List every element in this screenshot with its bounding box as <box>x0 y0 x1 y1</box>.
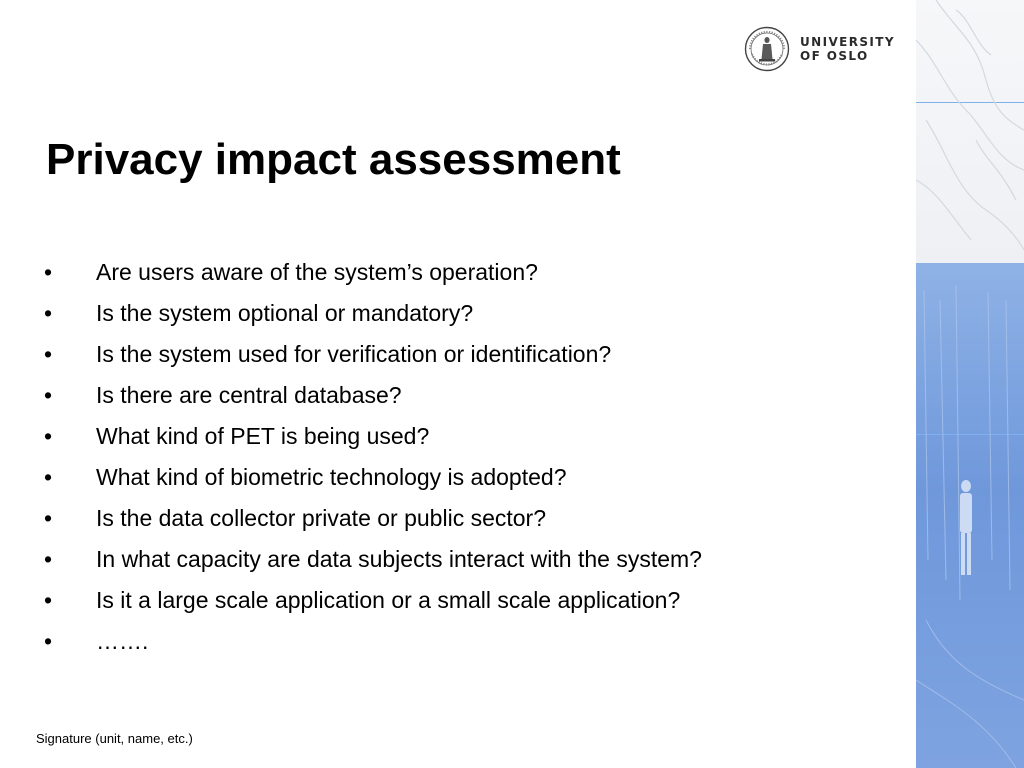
bullet-text: Is there are central database? <box>96 382 402 408</box>
bullet-symbol: • <box>44 546 53 572</box>
bullet-symbol: • <box>44 300 53 326</box>
slide-title: Privacy impact assessment <box>46 135 621 184</box>
decorative-sculpture-art <box>916 0 1024 768</box>
footer-signature: Signature (unit, name, etc.) <box>36 731 193 746</box>
bullet-text: Is the system optional or mandatory? <box>96 300 474 326</box>
bullet-text: Is the data collector private or public sector? <box>96 505 547 531</box>
bullet-symbol: • <box>44 259 53 285</box>
bullet-text: What kind of biometric technology is adopted? <box>96 464 567 490</box>
university-name <box>800 35 895 63</box>
bullet-text: In what capacity are data subjects interact with the system? <box>96 546 702 572</box>
bullet-text: What kind of PET is being used? <box>96 423 430 449</box>
bullet-symbol: • <box>44 341 53 367</box>
university-seal-icon <box>744 26 790 72</box>
bullet-symbol: • <box>44 587 53 613</box>
university-name-line2: OF OSLO <box>800 49 869 63</box>
bullet-symbol: • <box>44 423 53 449</box>
bullet-symbol: • <box>44 382 53 408</box>
bullet-text: Is the system used for verification or identification? <box>96 341 612 367</box>
bullet-symbol: • <box>44 628 53 654</box>
bullet-symbol: • <box>44 505 53 531</box>
decorative-side-strip <box>916 0 1024 768</box>
bullet-text: Is it a large scale application or a small scale application? <box>96 587 681 613</box>
university-logo <box>744 25 895 73</box>
bullet-text: ……. <box>96 628 149 654</box>
bullet-text: Are users aware of the system’s operation? <box>96 259 538 285</box>
university-name-line1: UNIVERSITY <box>800 35 895 49</box>
bullet-symbol: • <box>44 464 53 490</box>
